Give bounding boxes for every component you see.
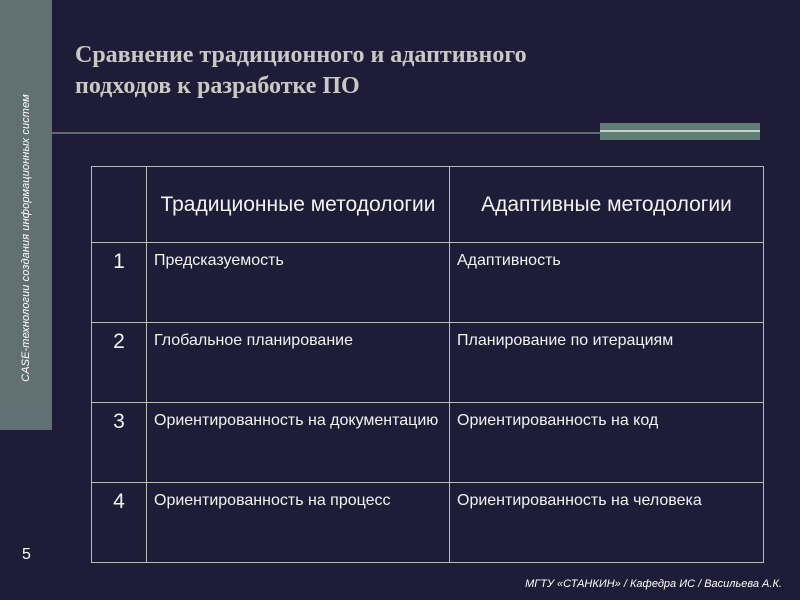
slide-title-line-2: подходов к разработке ПО xyxy=(75,73,360,99)
adaptive-cell: Планирование по итерациям xyxy=(450,323,764,403)
comparison-table xyxy=(91,166,764,563)
row-number: 1 xyxy=(92,243,147,323)
adaptive-cell: Ориентированность на человека xyxy=(450,483,764,563)
sidebar-band xyxy=(0,0,52,430)
footer-credits: МГТУ «СТАНКИН» / Кафедра ИС / Васильева А.К. xyxy=(525,578,782,590)
adaptive-cell: Адаптивность xyxy=(450,243,764,323)
header-traditional: Традиционные методологии xyxy=(147,167,450,243)
row-number: 4 xyxy=(92,483,147,563)
row-number: 2 xyxy=(92,323,147,403)
traditional-cell: Предсказуемость xyxy=(147,243,450,323)
title-divider-accent-bar xyxy=(600,123,760,140)
sidebar-caption: CASE-технологии создания информационных систем xyxy=(20,94,32,382)
title-divider-line xyxy=(52,132,600,134)
table-row xyxy=(92,243,764,323)
slide-title-line-1: Сравнение традиционного и адаптивного xyxy=(75,42,527,68)
traditional-cell: Ориентированность на процесс xyxy=(147,483,450,563)
row-number: 3 xyxy=(92,403,147,483)
table-row xyxy=(92,323,764,403)
table-row xyxy=(92,403,764,483)
page-number: 5 xyxy=(22,546,31,563)
table-row xyxy=(92,483,764,563)
header-number-cell xyxy=(92,167,147,243)
adaptive-cell: Ориентированность на код xyxy=(450,403,764,483)
slide-title xyxy=(75,40,695,102)
traditional-cell: Глобальное планирование xyxy=(147,323,450,403)
traditional-cell: Ориентированность на документацию xyxy=(147,403,450,483)
table-header-row xyxy=(92,167,764,243)
header-adaptive: Адаптивные методологии xyxy=(450,167,764,243)
